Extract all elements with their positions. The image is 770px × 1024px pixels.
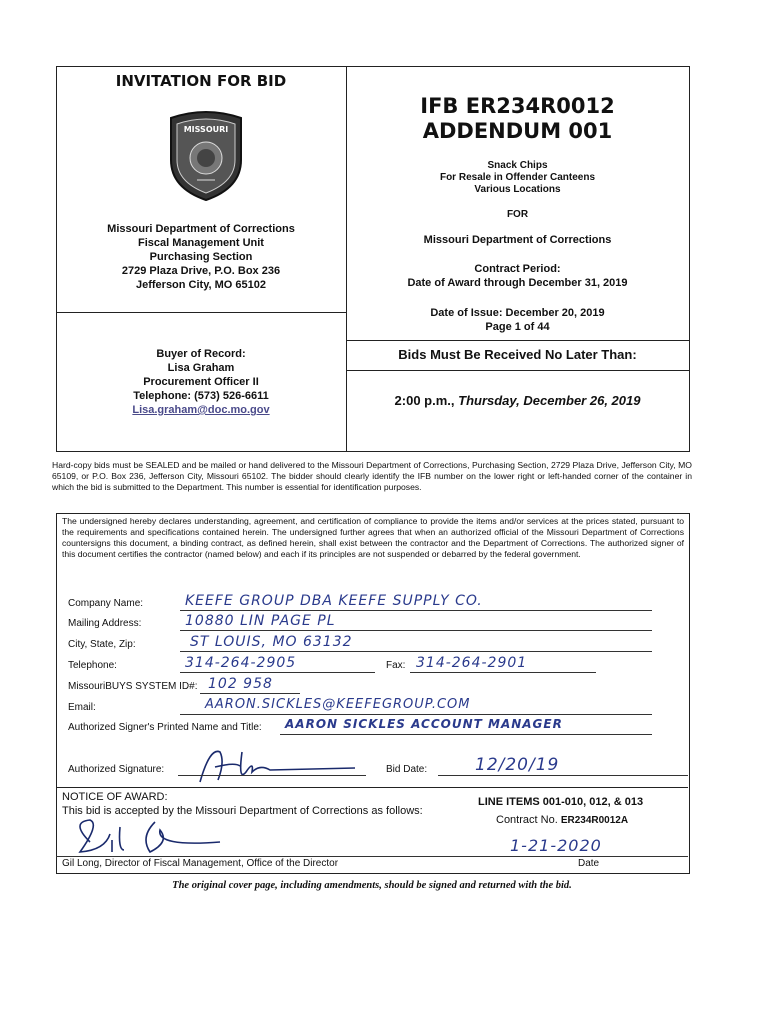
ifb-number — [346, 94, 689, 144]
contract-period — [346, 262, 689, 290]
acceptance-text: This bid is accepted by the Missouri Department of Corrections as follows: — [62, 805, 423, 817]
missouribuys-line — [200, 693, 300, 694]
missouribuys-field[interactable]: 102 958 — [208, 676, 273, 692]
bid-date-label: Bid Date: — [386, 764, 428, 775]
contract-period-label: Contract Period: — [474, 263, 561, 275]
contract-period-value: Date of Award through December 31, 2019 — [407, 277, 628, 289]
city-state-zip-label: City, State, Zip: — [68, 639, 136, 650]
fax-label: Fax: — [386, 660, 406, 671]
official-title: Gil Long, Director of Fiscal Management, Office of the Director — [62, 858, 339, 869]
contract-no-label: Contract No. — [496, 814, 558, 826]
bid-subject — [346, 160, 689, 196]
fax-field[interactable]: 314-264-2901 — [416, 655, 528, 671]
signature-line — [178, 775, 366, 776]
city-state-zip-line — [180, 651, 652, 652]
for-label: FOR — [506, 209, 529, 220]
subject-line: Various Locations — [474, 184, 561, 195]
deadline-date: Thursday, December 26, 2019 — [458, 393, 641, 408]
award-signature-line — [56, 856, 688, 857]
addendum-text: ADDENDUM 001 — [422, 119, 613, 143]
buyer-line: Lisa Graham — [167, 362, 235, 374]
director-signature — [60, 812, 240, 860]
fax-line — [410, 672, 596, 673]
award-date: 1-21-2020 — [510, 836, 602, 855]
missouribuys-label: MissouriBUYS SYSTEM ID#: — [68, 681, 198, 692]
company-name-field[interactable]: KEEFE GROUP DBA KEEFE SUPPLY CO. — [185, 593, 483, 609]
department-name: Missouri Department of Corrections — [423, 234, 612, 246]
invitation-title: INVITATION FOR BID — [115, 72, 287, 90]
agency-line: Jefferson City, MO 65102 — [135, 279, 266, 291]
agency-line: Fiscal Management Unit — [138, 237, 264, 249]
company-name-label: Company Name: — [68, 598, 144, 609]
bid-date-field[interactable]: 12/20/19 — [475, 755, 560, 775]
agency-line: Missouri Department of Corrections — [107, 223, 295, 235]
ifb-number-text: IFB ER234R0012 — [420, 94, 615, 118]
issue-info — [346, 306, 689, 334]
telephone-field[interactable]: 314-264-2905 — [185, 655, 297, 671]
svg-text:MISSOURI: MISSOURI — [183, 125, 229, 134]
certification-text: The undersigned hereby declares understanding, agreement, and certification of compliance to provide the items and/or services at the prices stated, pursuant to the requirements and specifications contained herein. The undersigned further agrees that when an authorized official of the Missouri Department of Corrections countersigns this document, a binding contract, as defined herein, shall exist between the contractor and the Department of Corrections. The authorized signer of this document certifies the contractor (named below) and each if its principles are not suspended or debarred by the federal government. — [62, 516, 684, 559]
page-info: Page 1 of 44 — [485, 321, 550, 333]
telephone-label: Telephone: — [68, 660, 117, 671]
deadline-label: Bids Must Be Received No Later Than: — [398, 347, 637, 362]
award-divider — [56, 787, 688, 788]
email-line — [180, 714, 652, 715]
telephone-line — [180, 672, 375, 673]
buyer-line: Buyer of Record: — [156, 348, 246, 360]
buyer-info — [56, 347, 346, 417]
agency-address — [56, 222, 346, 292]
deadline — [346, 393, 689, 408]
date-label: Date — [578, 858, 600, 869]
deadline-time: 2:00 p.m., — [394, 393, 455, 408]
contract-no — [496, 814, 628, 826]
notice-label: NOTICE OF AWARD: — [62, 791, 168, 803]
mailing-address-line — [180, 630, 652, 631]
missouri-seal-icon — [167, 110, 245, 202]
subject-line: For Resale in Offender Canteens — [439, 172, 596, 183]
submission-instructions: Hard-copy bids must be SEALED and be mailed or hand delivered to the Missouri Department of Corrections, Purchasing Section, 2729 Plaza Drive, Jefferson City, MO 65109, or P.O. Box 236, Jefferson City, Missouri 65102. The bidder should clearly identify the IFB number on the lower right or left-handed corner of the container in which the bid is submitted to the Department. This number is essential for identification purposes. — [52, 460, 692, 492]
line-items: LINE ITEMS 001-010, 012, & 013 — [478, 796, 644, 808]
email-label: Email: — [68, 702, 96, 713]
agency-line: 2729 Plaza Drive, P.O. Box 236 — [121, 265, 281, 277]
agency-line: Purchasing Section — [149, 251, 253, 263]
buyer-line: Procurement Officer II — [143, 376, 259, 388]
contract-no-value: ER234R0012A — [560, 815, 629, 826]
buyer-email-link[interactable]: Lisa.graham@doc.mo.gov — [132, 404, 270, 416]
signer-line — [280, 734, 652, 735]
email-field[interactable]: AARON.SICKLES@KEEFEGROUP.COM — [205, 697, 471, 712]
mailing-address-field[interactable]: 10880 LIN PAGE PL — [185, 613, 336, 629]
signer-field[interactable]: AARON SICKLES ACCOUNT MANAGER — [285, 717, 563, 731]
subject-line: Snack Chips — [487, 160, 548, 171]
right-divider-2 — [346, 370, 689, 371]
city-state-zip-field[interactable]: ST LOUIS, MO 63132 — [190, 634, 353, 650]
left-divider — [56, 312, 346, 313]
signature-label: Authorized Signature: — [68, 764, 165, 775]
buyer-line: Telephone: (573) 526-6611 — [133, 390, 269, 402]
mailing-address-label: Mailing Address: — [68, 618, 142, 629]
company-name-line — [180, 610, 652, 611]
signer-label: Authorized Signer's Printed Name and Title: — [68, 722, 262, 733]
footer-note: The original cover page, including amendments, should be signed and returned with the bid. — [172, 880, 572, 891]
authorized-signature[interactable] — [180, 742, 380, 787]
bid-date-line — [438, 775, 688, 776]
right-divider — [346, 340, 689, 341]
date-of-issue: Date of Issue: December 20, 2019 — [430, 307, 605, 319]
